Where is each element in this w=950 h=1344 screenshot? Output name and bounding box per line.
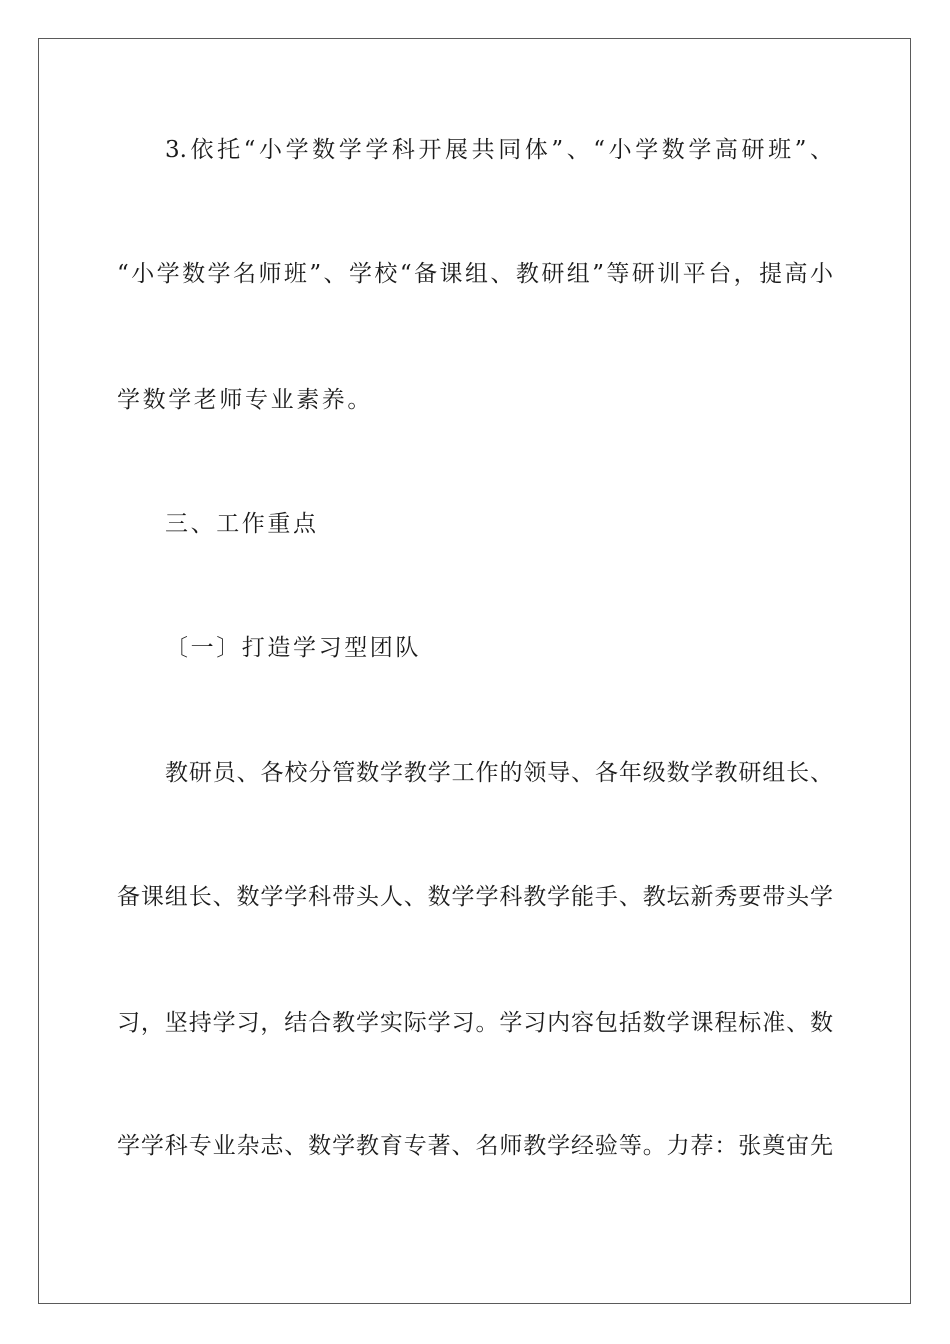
section-heading: 三、工作重点	[165, 511, 319, 537]
paragraph-line-3: 学数学老师专业素养。	[117, 387, 373, 413]
paragraph-line-6: 教研员、各校分管数学教学工作的领导、各年级数学教研组长、	[165, 760, 833, 786]
paragraph-line-9: 学学科专业杂志、数学教育专著、名师教学经验等。力荐：张奠宙先	[117, 1133, 833, 1159]
paragraph-line-7: 备课组长、数学学科带头人、数学学科教学能手、教坛新秀要带头学	[117, 884, 833, 910]
page-border	[38, 38, 911, 1304]
paragraph-line-8: 习，坚持学习，结合教学实际学习。学习内容包括数学课程标准、数	[117, 1010, 833, 1036]
subsection-heading: 〔一〕打造学习型团队	[165, 635, 421, 661]
paragraph-line-2: “小学数学名师班”、学校“备课组、教研组”等研训平台，提高小	[117, 261, 833, 287]
paragraph-line-1: 3.依托“小学数学学科开展共同体”、“小学数学高研班”、	[165, 137, 833, 163]
